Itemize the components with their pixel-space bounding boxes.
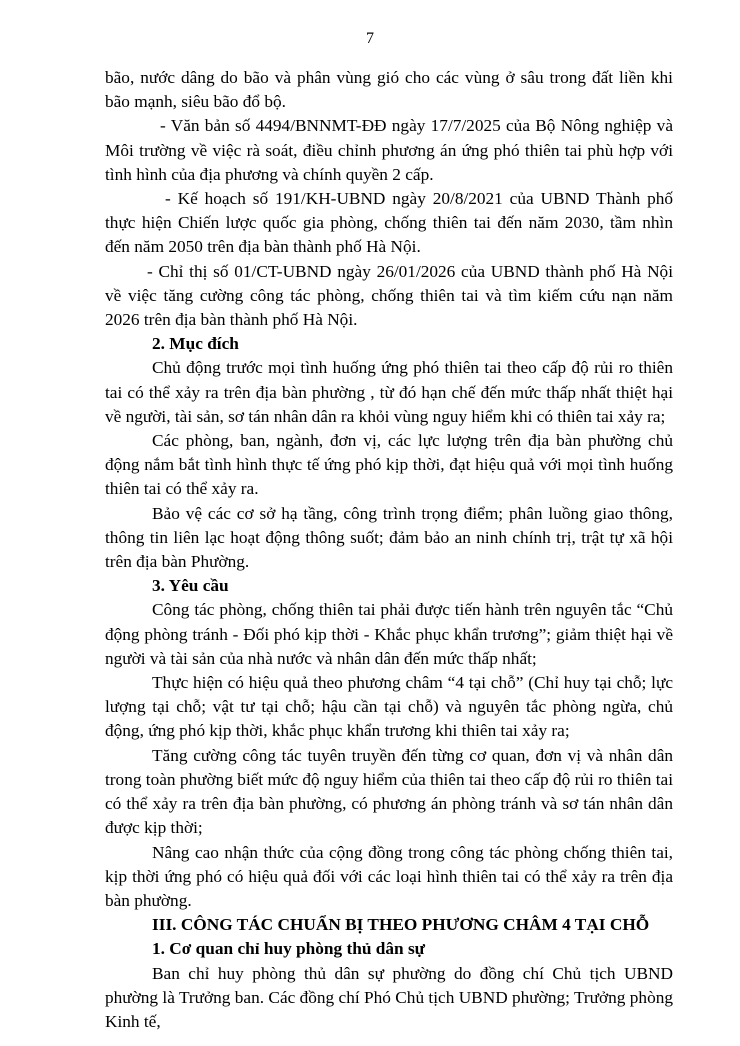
section-heading-cong-tac-chuan-bi: III. CÔNG TÁC CHUẨN BỊ THEO PHƯƠNG CHÂM 4 TẠI CHỖ	[152, 915, 650, 935]
section-heading-co-quan-chi-huy: 1. Cơ quan chỉ huy phòng thủ dân sự	[152, 939, 426, 959]
paragraph: Thực hiện có hiệu quả theo phương châm “4 tại chỗ” (Chỉ huy tại chỗ; lực lượng tại chỗ; vật tư tại chỗ; hậu cần tại chỗ) và nguyên tắc phòng ngừa, chủ động, ứng phó kịp thời, khắc phục khẩn trương khi thiên tai xảy ra;	[105, 673, 673, 741]
section-heading-muc-dich: 2. Mục đích	[152, 334, 239, 354]
section-heading-yeu-cau: 3. Yêu cầu	[152, 576, 229, 596]
paragraph: - Kế hoạch số 191/KH-UBND ngày 20/8/2021 của UBND Thành phố thực hiện Chiến lược quốc gia phòng, chống thiên tai đến năm 2030, tầm nhìn đến năm 2050 trên địa bàn thành phố Hà Nội.	[105, 189, 673, 257]
page-number: 7	[366, 30, 374, 47]
paragraph: Bảo vệ các cơ sở hạ tầng, công trình trọng điểm; phân luồng giao thông, thông tin liên lạc hoạt động thông suốt; đảm bảo an ninh chính trị, trật tự xã hội trên địa bàn Phường.	[105, 503, 673, 572]
paragraph: - Chỉ thị số 01/CT-UBND ngày 26/01/2026 của UBND thành phố Hà Nội về việc tăng cường công tác phòng, chống thiên tai và tìm kiếm cứu nạn năm 2026 trên địa bàn thành phố Hà Nội.	[105, 261, 673, 330]
paragraph: Công tác phòng, chống thiên tai phải được tiến hành trên nguyên tắc “Chủ động phòng tránh - Đối phó kịp thời - Khắc phục khẩn trương”; giảm thiệt hại về người và tài sản của nhà nước và nhân dân đến mức thấp nhất;	[105, 600, 673, 668]
paragraph: Nâng cao nhận thức của cộng đồng trong công tác phòng chống thiên tai, kịp thời ứng phó có hiệu quả đối với các loại hình thiên tai có thể xảy ra trên địa bàn phường.	[105, 842, 673, 910]
paragraph: Tăng cường công tác tuyên truyền đến từng cơ quan, đơn vị và nhân dân trong toàn phường biết mức độ nguy hiểm của thiên tai theo cấp độ rủi ro thiên tai có thể xảy ra trên địa bàn phường, có phương án phòng tránh và sơ tán nhân dân được kịp thời;	[105, 745, 673, 838]
paragraph: Chủ động trước mọi tình huống ứng phó thiên tai theo cấp độ rủi ro thiên tai có thể xảy ra trên địa bàn phường , từ đó hạn chế đến mức thấp nhất thiệt hại về người, tài sản, sơ tán nhân dân ra khỏi vùng nguy hiểm khi có thiên tai xảy ra;	[105, 358, 673, 426]
paragraph: Ban chỉ huy phòng thủ dân sự phường do đồng chí Chủ tịch UBND phường là Trưởng ban. Các đồng chí Phó Chủ tịch UBND phường; Trưởng phòng Kinh tế,	[105, 963, 673, 1031]
paragraph: bão, nước dâng do bão và phân vùng gió cho các vùng ở sâu trong đất liền khi bão mạnh, siêu bão đổ bộ.	[105, 68, 673, 112]
document-body	[105, 66, 673, 1034]
paragraph: Các phòng, ban, ngành, đơn vị, các lực lượng trên địa bàn phường chủ động nắm bắt tình hình thực tế ứng phó kịp thời, đạt hiệu quả với mọi tình huống thiên tai có thể xảy ra.	[105, 431, 673, 499]
paragraph: - Văn bản số 4494/BNNMT-ĐĐ ngày 17/7/2025 của Bộ Nông nghiệp và Môi trường về việc rà soát, điều chỉnh phương án ứng phó thiên tai phù hợp với tình hình của địa phương và chính quyền 2 cấp.	[105, 116, 673, 184]
